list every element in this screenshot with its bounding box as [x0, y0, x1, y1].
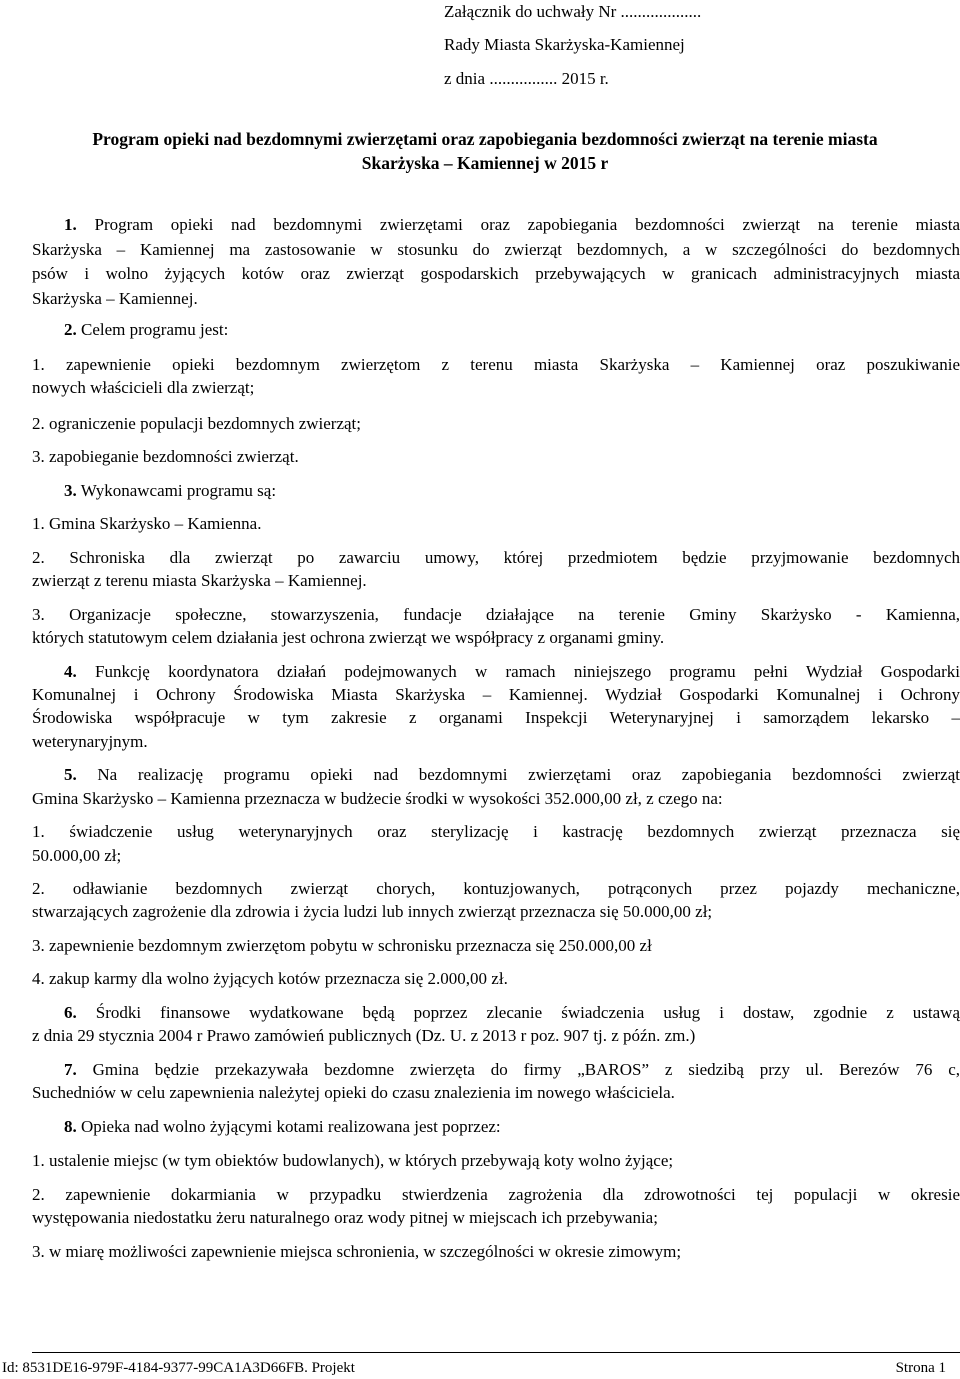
section-text: Na realizację programu opieki nad bezdomnymi zwierzętami oraz zapobiegania bezdomności zwierząt	[97, 765, 960, 784]
section-5-item-1-line-2: 50.000,00 zł;	[32, 846, 122, 865]
section-text: Gmina będzie przekazywała bezdomne zwierzęta do firmy „BAROS” z siedzibą przy ul. Berezów 76 c,	[92, 1060, 960, 1079]
section-number: 3.	[64, 481, 77, 500]
document-title-line-2: Skarżyska – Kamiennej w 2015 r	[361, 153, 609, 173]
section-text: Wykonawcami programu są:	[80, 481, 277, 500]
section-number: 1.	[64, 215, 77, 234]
section-7-line-1	[32, 1060, 960, 1080]
section-5-item-4: 4. zakup karmy dla wolno żyjących kotów przeznacza się 2.000,00 zł.	[32, 969, 508, 988]
section-5-item-2-line-1: 2. odławianie bezdomnych zwierząt chorych, kontuzjowanych, potrąconych przez pojazdy mechaniczne,	[32, 879, 960, 898]
footer-page-number: Strona 1	[895, 1360, 946, 1376]
section-5-line-1	[32, 765, 960, 785]
footer-divider	[32, 1352, 960, 1353]
section-1-line-4: Skarżyska – Kamiennej.	[32, 289, 198, 308]
section-8-item-2-line-2: występowania niedostatku żeru naturalnego oraz wody pitnej w miejscach ich przebywania;	[32, 1208, 658, 1227]
section-text: Program opieki nad bezdomnymi zwierzętami oraz zapobiegania bezdomności zwierząt na terenie miasta	[94, 215, 960, 234]
section-8-item-2-line-1: 2. zapewnienie dokarmiania w przypadku stwierdzenia zagrożenia dla zdrowotności tej populacji w okresie	[32, 1185, 960, 1204]
section-number: 4.	[64, 662, 77, 681]
section-2-item-1-line-2: nowych właścicieli dla zwierząt;	[32, 378, 255, 397]
section-2-item-3: 3. zapobieganie bezdomności zwierząt.	[32, 447, 299, 466]
footer-document-id: Id: 8531DE16-979F-4184-9377-99CA1A3D66FB. Projekt	[2, 1360, 355, 1376]
section-number: 2.	[64, 320, 77, 339]
section-4-line-3: Środowiska współpracuje w tym zakresie z organami Inspekcji Weterynaryjnej i samorządem lekarsko –	[32, 708, 960, 727]
attachment-line: Załącznik do uchwały Nr ...................	[444, 2, 702, 21]
section-3-item-3-line-2: których statutowym celem działania jest ochrona zwierząt we współpracy z organami gminy.	[32, 628, 665, 647]
section-4-line-2: Komunalnej i Ochrony Środowiska Miasta Skarżyska – Kamiennej. Wydział Gospodarki Komunalnej i Ochrony	[32, 685, 960, 704]
section-5-item-1-line-1: 1. świadczenie usług weterynaryjnych oraz sterylizację i kastrację bezdomnych zwierząt przeznacza się	[32, 822, 960, 841]
section-2-heading	[32, 320, 960, 340]
section-3-heading	[32, 481, 960, 501]
section-4-line-1	[32, 662, 960, 682]
section-8-item-1: 1. ustalenie miejsc (w tym obiektów budowlanych), w których przebywają koty wolno żyjące;	[32, 1151, 674, 1170]
section-5-item-3: 3. zapewnienie bezdomnym zwierzętom pobytu w schronisku przeznacza się 250.000,00 zł	[32, 936, 652, 955]
council-line: Rady Miasta Skarżyska-Kamiennej	[444, 35, 685, 54]
section-2-item-1-line-1: 1. zapewnienie opieki bezdomnym zwierzętom z terenu miasta Skarżyska – Kamiennej oraz poszukiwanie	[32, 355, 960, 374]
section-number: 6.	[64, 1003, 77, 1022]
section-3-item-2-line-1: 2. Schroniska dla zwierząt po zawarciu umowy, której przedmiotem będzie przyjmowanie bezdomnych	[32, 548, 960, 567]
document-title-line-1: Program opieki nad bezdomnymi zwierzętami oraz zapobiegania bezdomności zwierząt na terenie miasta	[92, 129, 878, 149]
section-8-item-3: 3. w miarę możliwości zapewnienie miejsca schronienia, w szczególności w okresie zimowym;	[32, 1242, 682, 1261]
section-1-line-1	[32, 215, 960, 235]
section-number: 5.	[64, 765, 77, 784]
section-3-item-3-line-1: 3. Organizacje społeczne, stowarzyszenia, fundacje działające na terenie Gminy Skarżysko - Kamienna,	[32, 605, 960, 624]
section-text: Opieka nad wolno żyjącymi kotami realizowana jest poprzez:	[81, 1117, 501, 1136]
section-number: 8.	[64, 1117, 77, 1136]
section-text: Celem programu jest:	[81, 320, 229, 339]
section-8-heading	[32, 1117, 960, 1137]
section-5-line-2: Gmina Skarżysko – Kamienna przeznacza w budżecie środki w wysokości 352.000,00 zł, z czego na:	[32, 789, 723, 808]
section-4-line-4: weterynaryjnym.	[32, 732, 148, 751]
section-6-line-2: z dnia 29 stycznia 2004 r Prawo zamówień publicznych (Dz. U. z 2013 r poz. 907 tj. z późn. zm.)	[32, 1026, 696, 1045]
section-text: Środki finansowe wydatkowane będą poprzez zlecanie świadczenia usług i dostaw, zgodnie z ustawą	[95, 1003, 960, 1022]
section-3-item-1: 1. Gmina Skarżysko – Kamienna.	[32, 514, 262, 533]
section-number: 7.	[64, 1060, 77, 1079]
section-1-line-2: Skarżyska – Kamiennej ma zastosowanie w stosunku do zwierząt bezdomnych, a w szczególności do bezdomnych	[32, 240, 960, 259]
date-line: z dnia ................ 2015 r.	[444, 69, 609, 88]
section-2-item-2: 2. ograniczenie populacji bezdomnych zwierząt;	[32, 414, 361, 433]
section-1-line-3: psów i wolno żyjących kotów oraz zwierząt gospodarskich przebywających w granicach administracyjnych miasta	[32, 264, 960, 283]
section-5-item-2-line-2: stwarzających zagrożenie dla zdrowia i życia ludzi lub innych zwierząt przeznacza się 50.000,00 zł;	[32, 902, 713, 921]
section-6-line-1	[32, 1003, 960, 1023]
section-3-item-2-line-2: zwierząt z terenu miasta Skarżyska – Kamiennej.	[32, 571, 367, 590]
section-text: Funkcję koordynatora działań podejmowanych w ramach niniejszego programu pełni Wydział Gospodarki	[95, 662, 960, 681]
section-7-line-2: Suchedniów w celu zapewnienia należytej opieki do czasu znalezienia im nowego właściciela.	[32, 1083, 675, 1102]
